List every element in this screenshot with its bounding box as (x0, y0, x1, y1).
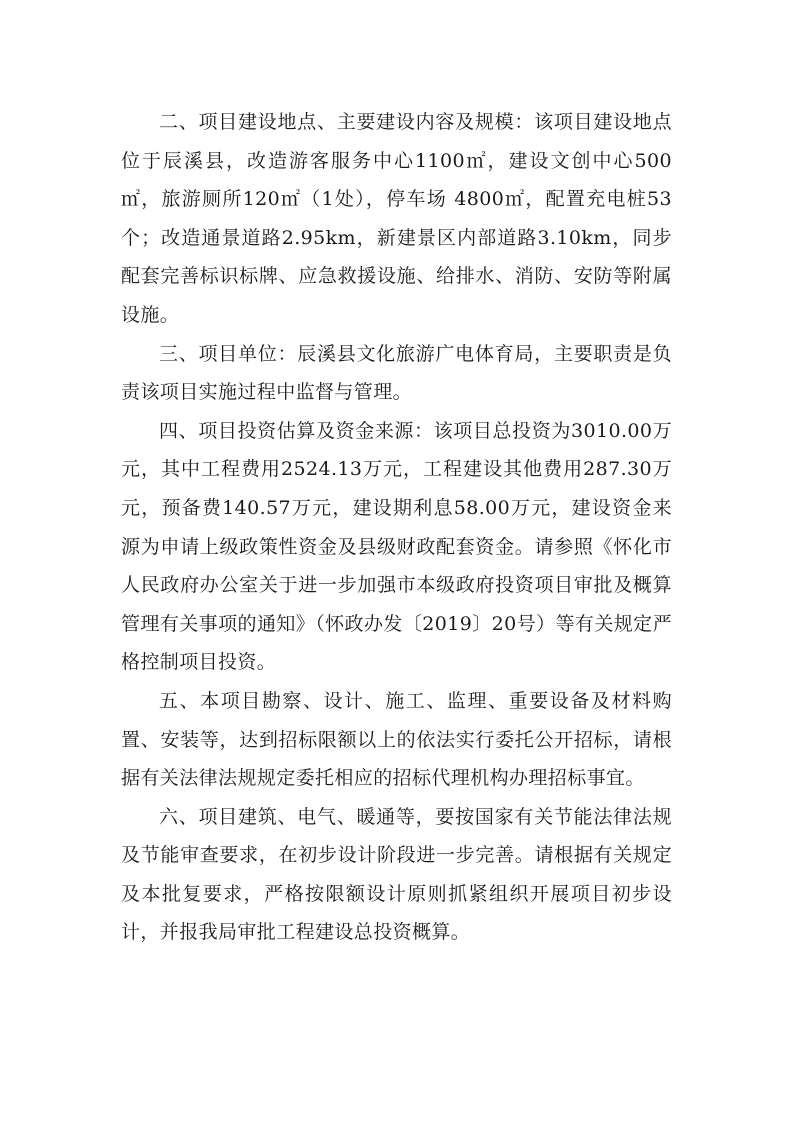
paragraph-project-unit: 三、项目单位：辰溪县文化旅游广电体育局，主要职责是负责该项目实施过程中监督与管理。 (121, 342, 672, 404)
paragraph-investment-estimate: 四、项目投资估算及资金来源：该项目总投资为3010.00万元，其中工程费用2524.13万元，工程建设其他费用287.30万元，预备费140.57万元，建设期利息58.00万元，建设资金来源为申请上级政策性资金及县级财政配套资金。请参照《怀化市人民政府办公室关于进一步加强市本级政府投资项目审批及概算管理有关事项的通知》（怀政办发〔2019〕20号）等有关规定严格控制项目投资。 (121, 419, 672, 674)
paragraph-bidding: 五、本项目勘察、设计、施工、监理、重要设备及材料购置、安装等，达到招标限额以上的依法实行委托公开招标，请根据有关法律法规规定委托相应的招标代理机构办理招标事宜。 (121, 689, 672, 790)
paragraph-energy-saving-design: 六、项目建筑、电气、暖通等，要按国家有关节能法律法规及节能审查要求，在初步设计阶段进一步完善。请根据有关规定及本批复要求，严格按限额设计原则抓紧组织开展项目初步设计，并报我局审批工程建设总投资概算。 (121, 805, 672, 944)
document-body (121, 103, 672, 952)
paragraph-construction-site-and-scale: 二、项目建设地点、主要建设内容及规模：该项目建设地点位于辰溪县，改造游客服务中心1100㎡，建设文创中心500㎡，旅游厕所120㎡（1处），停车场 4800㎡，配置充电桩53个；改造通景道路2.95km，新建景区内部道路3.10km，同步配套完善标识标牌、应急救援设施、给排水、消防、安防等附属设施。 (121, 111, 672, 326)
